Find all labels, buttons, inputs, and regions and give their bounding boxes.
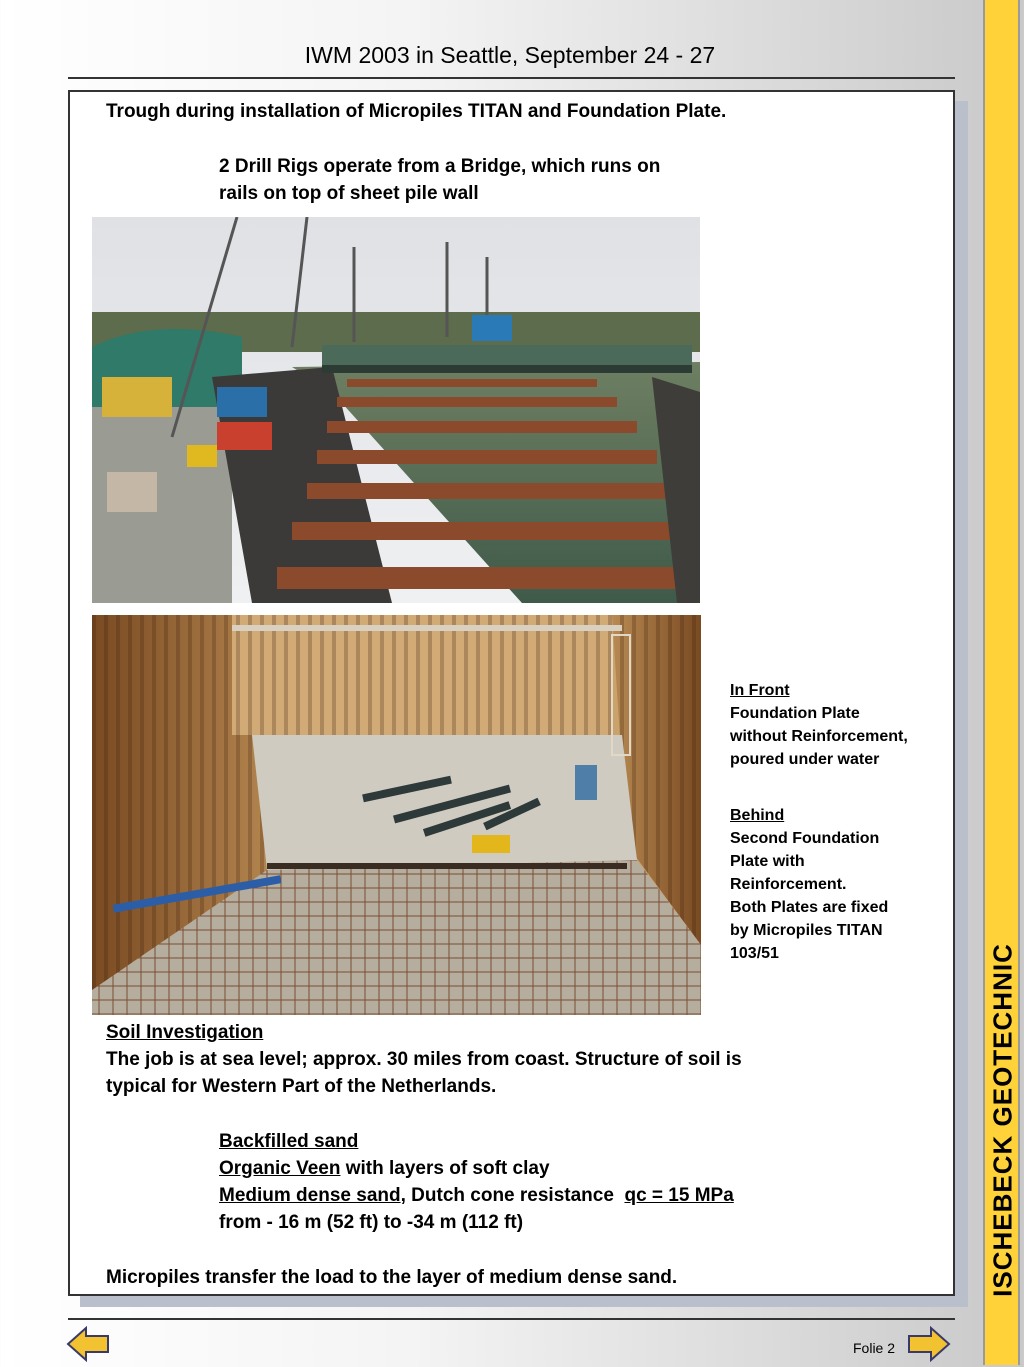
foundation-plate-photo — [92, 615, 701, 1015]
behind-line-3: Reinforcement. — [730, 876, 847, 893]
soil-layer-3-range: from - 16 m (52 ft) to -34 m (112 ft) — [219, 1212, 524, 1233]
intro-heading: Trough during installation of Micropiles TITAN and Foundation Plate. — [106, 101, 727, 122]
brand-name: ISCHEBECK GEOTECHNIC — [987, 943, 1018, 1297]
intro-line-2: rails on top of sheet pile wall — [219, 183, 479, 204]
behind-line-2: Plate with — [730, 853, 805, 870]
soil-layer-2-name: Organic Veen — [219, 1158, 341, 1179]
in-front-line-3: poured under water — [730, 751, 880, 768]
soil-title: Soil Investigation — [106, 1022, 264, 1043]
soil-layer-2 — [219, 1155, 550, 1182]
behind-line-1: Second Foundation — [730, 830, 880, 847]
behind-title: Behind — [730, 807, 785, 824]
header-divider — [68, 77, 955, 79]
in-front-line-1: Foundation Plate — [730, 705, 860, 722]
soil-layer-3-qc: qc = 15 MPa — [624, 1185, 734, 1206]
soil-line-2: typical for Western Part of the Netherlands. — [106, 1076, 497, 1097]
construction-site-photo — [92, 217, 700, 603]
slide-number: Folie 2 — [853, 1340, 896, 1356]
in-front-line-2: without Reinforcement, — [730, 728, 908, 745]
soil-layer-3-name: Medium dense sand — [219, 1185, 401, 1206]
arrow-right-icon[interactable] — [907, 1326, 951, 1362]
soil-conclusion: Micropiles transfer the load to the layer of medium dense sand. — [106, 1267, 678, 1288]
soil-layer-2-rest: with layers of soft clay — [340, 1158, 550, 1179]
behind-line-5: by Micropiles TITAN — [730, 922, 883, 939]
behind-line-4: Both Plates are fixed — [730, 899, 889, 916]
soil-layer-1: Backfilled sand — [219, 1131, 359, 1152]
soil-layer-3 — [219, 1182, 734, 1209]
intro-line-1: 2 Drill Rigs operate from a Bridge, which runs on — [219, 156, 661, 177]
footer-divider — [68, 1318, 955, 1320]
behind-line-6: 103/51 — [730, 945, 779, 962]
arrow-left-icon[interactable] — [66, 1326, 110, 1362]
page-title: IWM 2003 in Seattle, September 24 - 27 — [304, 42, 716, 68]
in-front-note — [730, 679, 950, 771]
soil-line-1: The job is at sea level; approx. 30 miles from coast. Structure of soil is — [106, 1049, 742, 1070]
behind-note — [730, 804, 950, 965]
in-front-title: In Front — [730, 682, 790, 699]
soil-layer-3-rest: , Dutch cone resistance — [400, 1185, 625, 1206]
